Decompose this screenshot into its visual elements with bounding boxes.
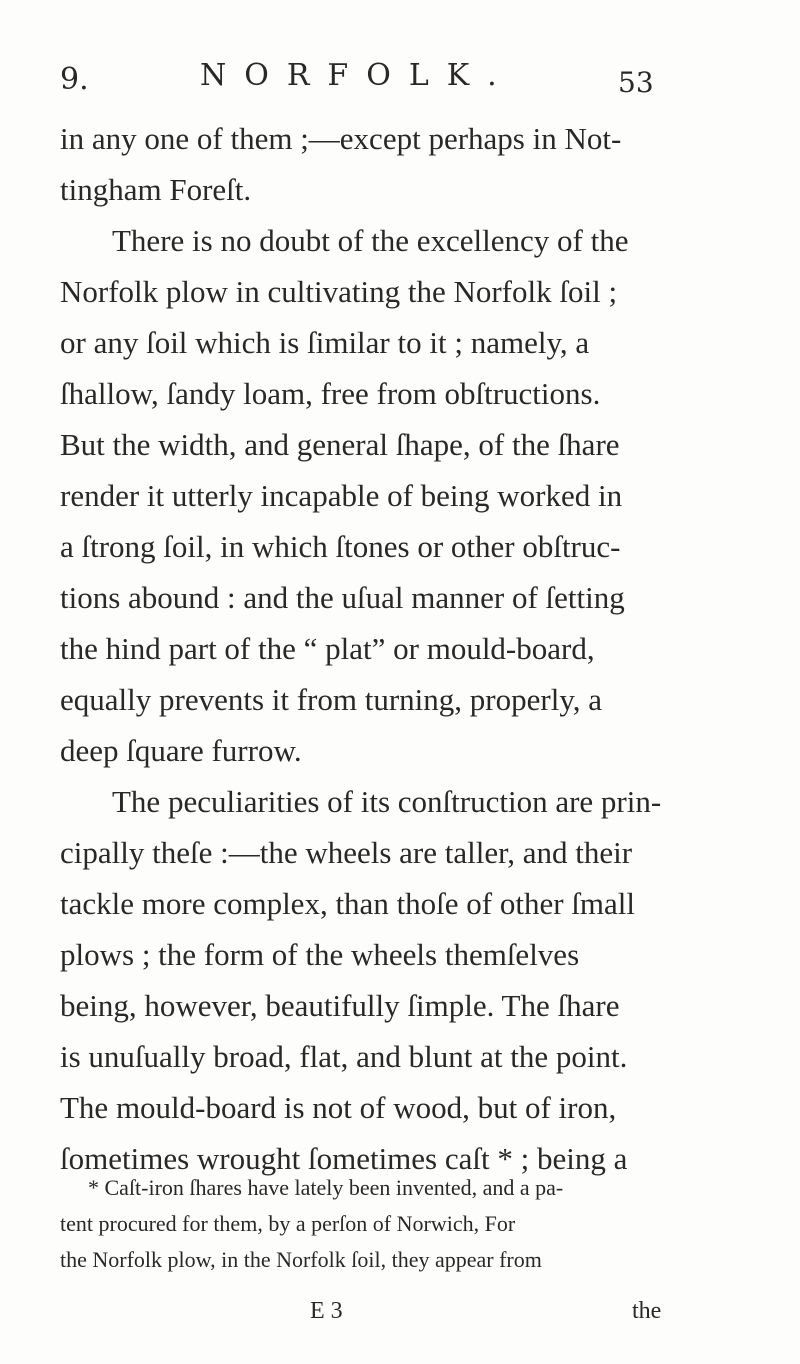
text-line: Norfolk plow in cultivating the Norfolk ſoil ; <box>60 274 618 309</box>
text-line: tackle more complex, than thoſe of other ſmall <box>60 886 636 921</box>
footnote-line: * Caſt-iron ſhares have lately been invented, and a pa- <box>88 1175 564 1200</box>
text-line: ſometimes wrought ſometimes caſt * ; being a <box>60 1141 628 1176</box>
text-line: tingham Foreſt. <box>60 172 252 207</box>
text-line: render it utterly incapable of being worked in <box>60 478 623 513</box>
page-number: 53 <box>618 66 654 99</box>
text-line: plows ; the form of the wheels themſelves <box>60 937 580 972</box>
footnote <box>60 1170 680 1278</box>
text-line: There is no doubt of the excellency of the <box>112 223 629 258</box>
text-line: The peculiarities of its conſtruction are prin- <box>112 784 662 819</box>
footnote-line: the Norfolk plow, in the Norfolk ſoil, they appear from <box>60 1247 542 1272</box>
catchword: the <box>632 1298 662 1324</box>
text-line: But the width, and general ſhape, of the ſhare <box>60 427 620 462</box>
text-line: ſhallow, ſandy loam, free from obſtructions. <box>60 376 601 411</box>
text-line: in any one of them ;—except perhaps in Not- <box>60 121 622 156</box>
body-text <box>60 113 660 1184</box>
footnote-line: tent procured for them, by a perſon of Norwich, For <box>60 1211 516 1236</box>
signature-mark: E 3 <box>310 1298 343 1324</box>
text-line: or any ſoil which is ſimilar to it ; namely, a <box>60 325 590 360</box>
text-line: deep ſquare furrow. <box>60 733 302 768</box>
text-line: cipally theſe :—the wheels are taller, and their <box>60 835 633 870</box>
text-line: the hind part of the “ plat” or mould-board, <box>60 631 595 666</box>
page-header <box>60 52 660 102</box>
signature-number: 9. <box>60 62 89 97</box>
text-line: tions abound : and the uſual manner of ſetting <box>60 580 625 615</box>
text-line: equally prevents it from turning, properly, a <box>60 682 603 717</box>
text-line: is unuſually broad, flat, and blunt at the point. <box>60 1039 628 1074</box>
running-title: NORFOLK. <box>200 58 515 93</box>
page-footer <box>60 1298 720 1338</box>
text-line: The mould-board is not of wood, but of iron, <box>60 1090 617 1125</box>
text-line: a ſtrong ſoil, in which ſtones or other obſtruc- <box>60 529 621 564</box>
text-line: being, however, beautifully ſimple. The ſhare <box>60 988 620 1023</box>
